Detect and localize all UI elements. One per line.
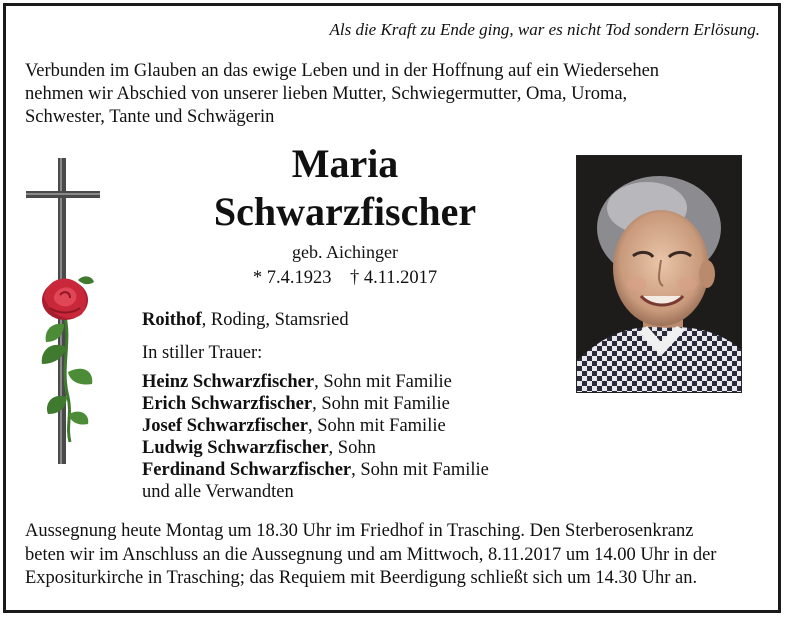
list-item [142,437,489,459]
motto: Als die Kraft zu Ende ging, war es nicht Tod sondern Erlösung. [329,20,760,39]
family-member-name: Heinz Schwarzfischer [142,372,315,392]
family-list [142,371,489,503]
family-member-relation: , Sohn [328,438,376,458]
place-rest: , Roding, Stamsried [201,310,349,330]
places [142,310,349,331]
cross-with-rose-icon [20,152,120,475]
mourning-heading: In stiller Trauer: [142,343,263,363]
list-item [142,393,489,415]
deceased-name [145,140,545,236]
list-item [142,371,489,393]
portrait-photo [576,155,742,393]
funeral-line: Expositurkirche in Trasching; das Requiem mit Beerdigung schließt sich um 14.30 Uhr an. [25,568,698,588]
family-member-relation: , Sohn mit Familie [307,416,446,436]
family-member-relation: , Sohn mit Familie [314,372,452,392]
family-member-relation: , Sohn mit Familie [351,460,489,480]
family-member-name: Ferdinand Schwarzfischer [142,460,352,480]
funeral-line: Aussegnung heute Montag um 18.30 Uhr im Friedhof in Trasching. Den Sterberosenkranz [25,521,694,541]
funeral-line: beten wir im Anschluss an die Aussegnung und am Mittwoch, 8.11.2017 um 14.00 Uhr in der [25,544,717,565]
birth-date: * 7.4.1923 [252,268,332,288]
first-name: Maria [291,141,399,186]
last-name: Schwarzfischer [213,189,477,234]
intro-line: Verbunden im Glauben an das ewige Leben und in der Hoffnung auf ein Wiedersehen [25,61,660,81]
intro-line: Schwester, Tante und Schwägerin [25,107,275,127]
life-dates [145,268,545,289]
family-member-name: Ludwig Schwarzfischer [142,438,329,458]
relatives-line: und alle Verwandten [142,482,294,502]
list-item [142,459,489,481]
family-member-name: Josef Schwarzfischer [142,416,308,436]
funeral-info [25,520,770,591]
death-date: † 4.11.2017 [349,268,438,288]
list-item [142,415,489,437]
family-member-relation: , Sohn mit Familie [312,394,450,414]
intro-text [25,60,765,129]
place-main: Roithof [142,310,202,330]
intro-line: nehmen wir Abschied von unserer lieben Mutter, Schwiegermutter, Oma, Uroma, [25,84,628,104]
family-member-name: Erich Schwarzfischer [142,394,313,414]
maiden-name: geb. Aichinger [292,242,398,262]
